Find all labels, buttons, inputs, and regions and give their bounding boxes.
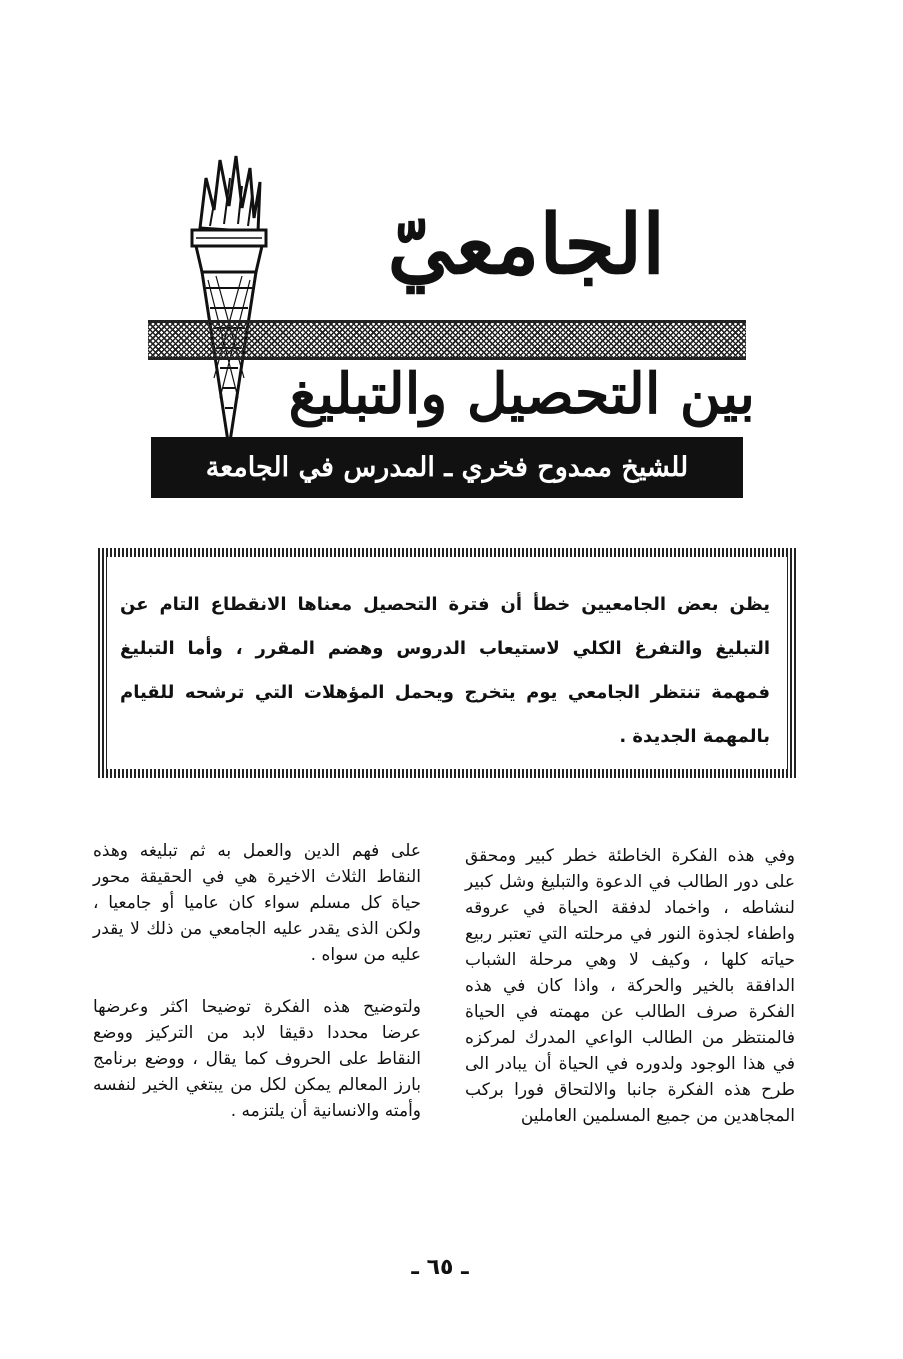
- body-paragraph: وفي هذه الفكرة الخاطئة خطر كبير ومحقق على دور الطالب في الدعوة والتبليغ وشل كبير لنشاطه ، واخماد لدفقة الحياة في عروقه واطفاء لجذوة النور في مرحلته التي تعتبر ربيع حياته كلها ، وكيف لا وهي مرحلة الشباب الدافقة بالخير والحركة ، واذا كان في هذه الفكرة صرف الطالب عن مهمته في الحياة فالمنتظر من الطالب الواعي المدرك لمركزه في هذا الوجود ولدوره في الحياة أن يبادر الى طرح هذه الفكرة جانبا والالتحاق فورا بركب المجاهدين من جميع المسلمين العاملين: [465, 846, 795, 1126]
- decorative-band: [148, 320, 746, 360]
- page-number: ـ ٦٥ ـ: [411, 1255, 469, 1280]
- body-column-right: [465, 843, 795, 1155]
- body-paragraph: ولتوضيح هذه الفكرة توضيحا اكثر وعرضها عرضا محددا دقيقا لابد من التركيز ووضع النقاط على الحروف كما يقال ، ووضع برنامج بارز المعالم يمكن لكل من يبتغي الخير لنفسه وأمته والانسانية أن يلتزمه .: [93, 997, 421, 1121]
- intro-paragraph: يظن بعض الجامعيين خطأ أن فترة التحصيل معناها الانقطاع التام عن التبليغ والتفرغ الكلي لاستيعاب الدروس وهضم المقرر ، وأما التبليغ فمهمة تنتظر الجامعي يوم يتخرج ويحمل المؤهلات التي ترشحه للقيام بالمهمة الجديدة .: [120, 594, 770, 747]
- article-title: الجامعيّ: [387, 197, 665, 293]
- author-line: للشيخ ممدوح فخري ـ المدرس في الجامعة: [205, 452, 689, 483]
- body-paragraph: على فهم الدين والعمل به ثم تبليغه وهذه النقاط الثلاث الاخيرة هي في الحقيقة محور حياة كل مسلم سواء كان عاميا أو جامعيا ، ولكن الذى يقدر عليه الجامعي من ذلك لا يقدر عليه من سواه .: [93, 841, 421, 965]
- body-column-left: [93, 838, 421, 1150]
- author-banner: [151, 437, 743, 498]
- article-subtitle: بين التحصيل والتبليغ: [288, 361, 755, 427]
